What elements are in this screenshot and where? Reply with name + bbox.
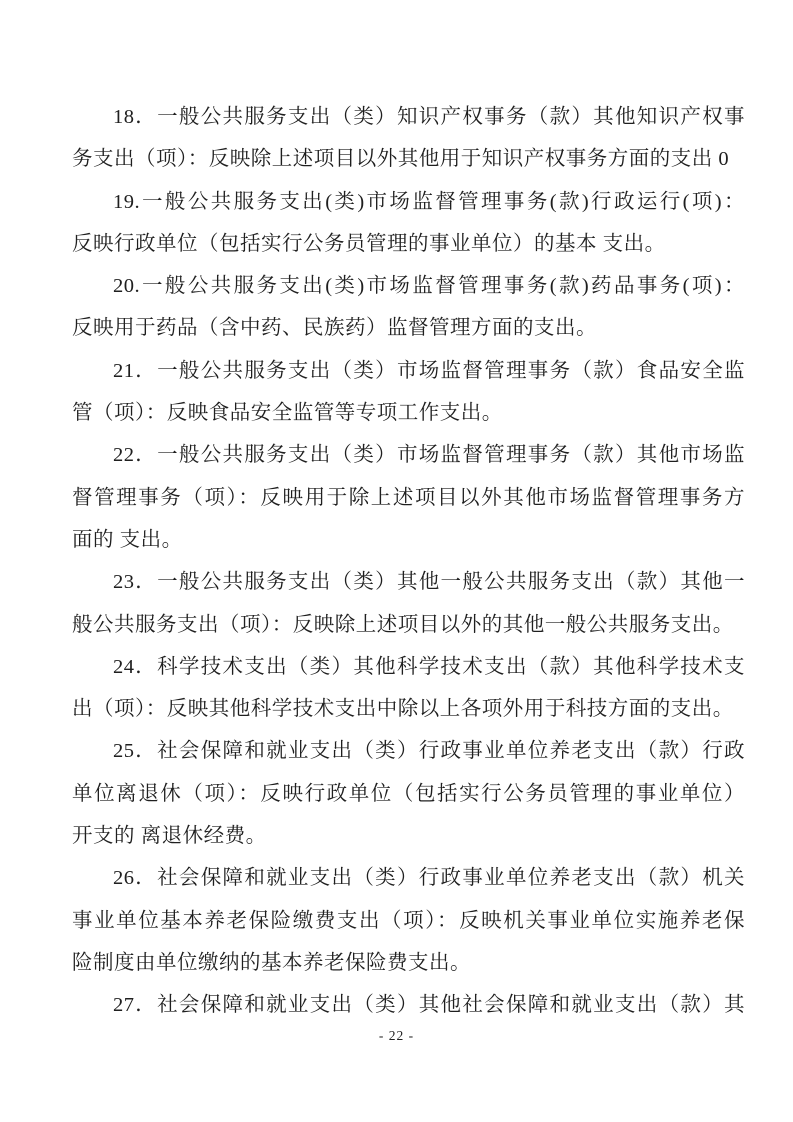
paragraph-line: 反映用于药品（含中药、民族药）监督管理方面的支出。 (72, 317, 597, 340)
paragraph-line: 务支出（项）：反映除上述项目以外其他用于知识产权事务方面的支出 0 (72, 148, 730, 171)
page-number: - 22 - (378, 1028, 415, 1043)
budget-item-24 (72, 646, 745, 731)
budget-item-18 (72, 96, 745, 181)
paragraph-line: 24．科学技术支出（类）其他科学技术支出（款）其他科学技术支 (113, 655, 745, 678)
budget-item-20 (72, 265, 745, 350)
paragraph-line: 20.一般公共服务支出(类)市场监督管理事务(款)药品事务(项)： (113, 275, 745, 298)
paragraph-line: 22．一般公共服务支出（类）市场监督管理事务（款）其他市场监 (113, 444, 745, 467)
paragraph-line: 25．社会保障和就业支出（类）行政事业单位养老支出（款）行政 (113, 740, 745, 763)
paragraph-line: 21．一般公共服务支出（类）市场监督管理事务（款）食品安全监 (113, 359, 745, 382)
paragraph-line: 反映行政单位（包括实行公务员管理的事业单位）的基本 支出。 (72, 232, 666, 255)
document-body (72, 96, 745, 1027)
paragraph-line: 出（项）：反映其他科学技术支出中除以上各项外用于科技方面的支出。 (72, 698, 734, 721)
paragraph-line: 般公共服务支出（项）：反映除上述项目以外的其他一般公共服务支出。 (72, 613, 734, 636)
budget-item-19 (72, 181, 745, 266)
paragraph-line: 单位离退休（项）：反映行政单位（包括实行公务员管理的事业单位） (72, 782, 745, 805)
paragraph-line: 事业单位基本养老保险缴费支出（项）：反映机关事业单位实施养老保 (72, 909, 745, 932)
paragraph-line: 19.一般公共服务支出(类)市场监督管理事务(款)行政运行(项)： (113, 190, 745, 213)
paragraph-line: 27．社会保障和就业支出（类）其他社会保障和就业支出（款）其 (113, 994, 745, 1017)
budget-item-25 (72, 730, 745, 857)
paragraph-line: 开支的 离退休经费。 (72, 825, 267, 848)
budget-item-26 (72, 857, 745, 984)
paragraph-line: 管（项）：反映食品安全监管等专项工作支出。 (72, 402, 503, 425)
paragraph-line: 26．社会保障和就业支出（类）行政事业单位养老支出（款）机关 (113, 867, 745, 890)
budget-item-23 (72, 561, 745, 646)
budget-item-27 (72, 984, 745, 1026)
budget-item-21 (72, 350, 745, 435)
paragraph-line: 督管理事务（项）：反映用于除上述项目以外其他市场监督管理事务方 (72, 486, 745, 509)
paragraph-line: 23．一般公共服务支出（类）其他一般公共服务支出（款）其他一 (113, 571, 745, 594)
budget-item-22 (72, 434, 745, 561)
paragraph-line: 险制度由单位缴纳的基本养老保险费支出。 (72, 951, 471, 974)
paragraph-line: 面的 支出。 (72, 528, 183, 551)
paragraph-line: 18．一般公共服务支出（类）知识产权事务（款）其他知识产权事 (113, 106, 745, 128)
